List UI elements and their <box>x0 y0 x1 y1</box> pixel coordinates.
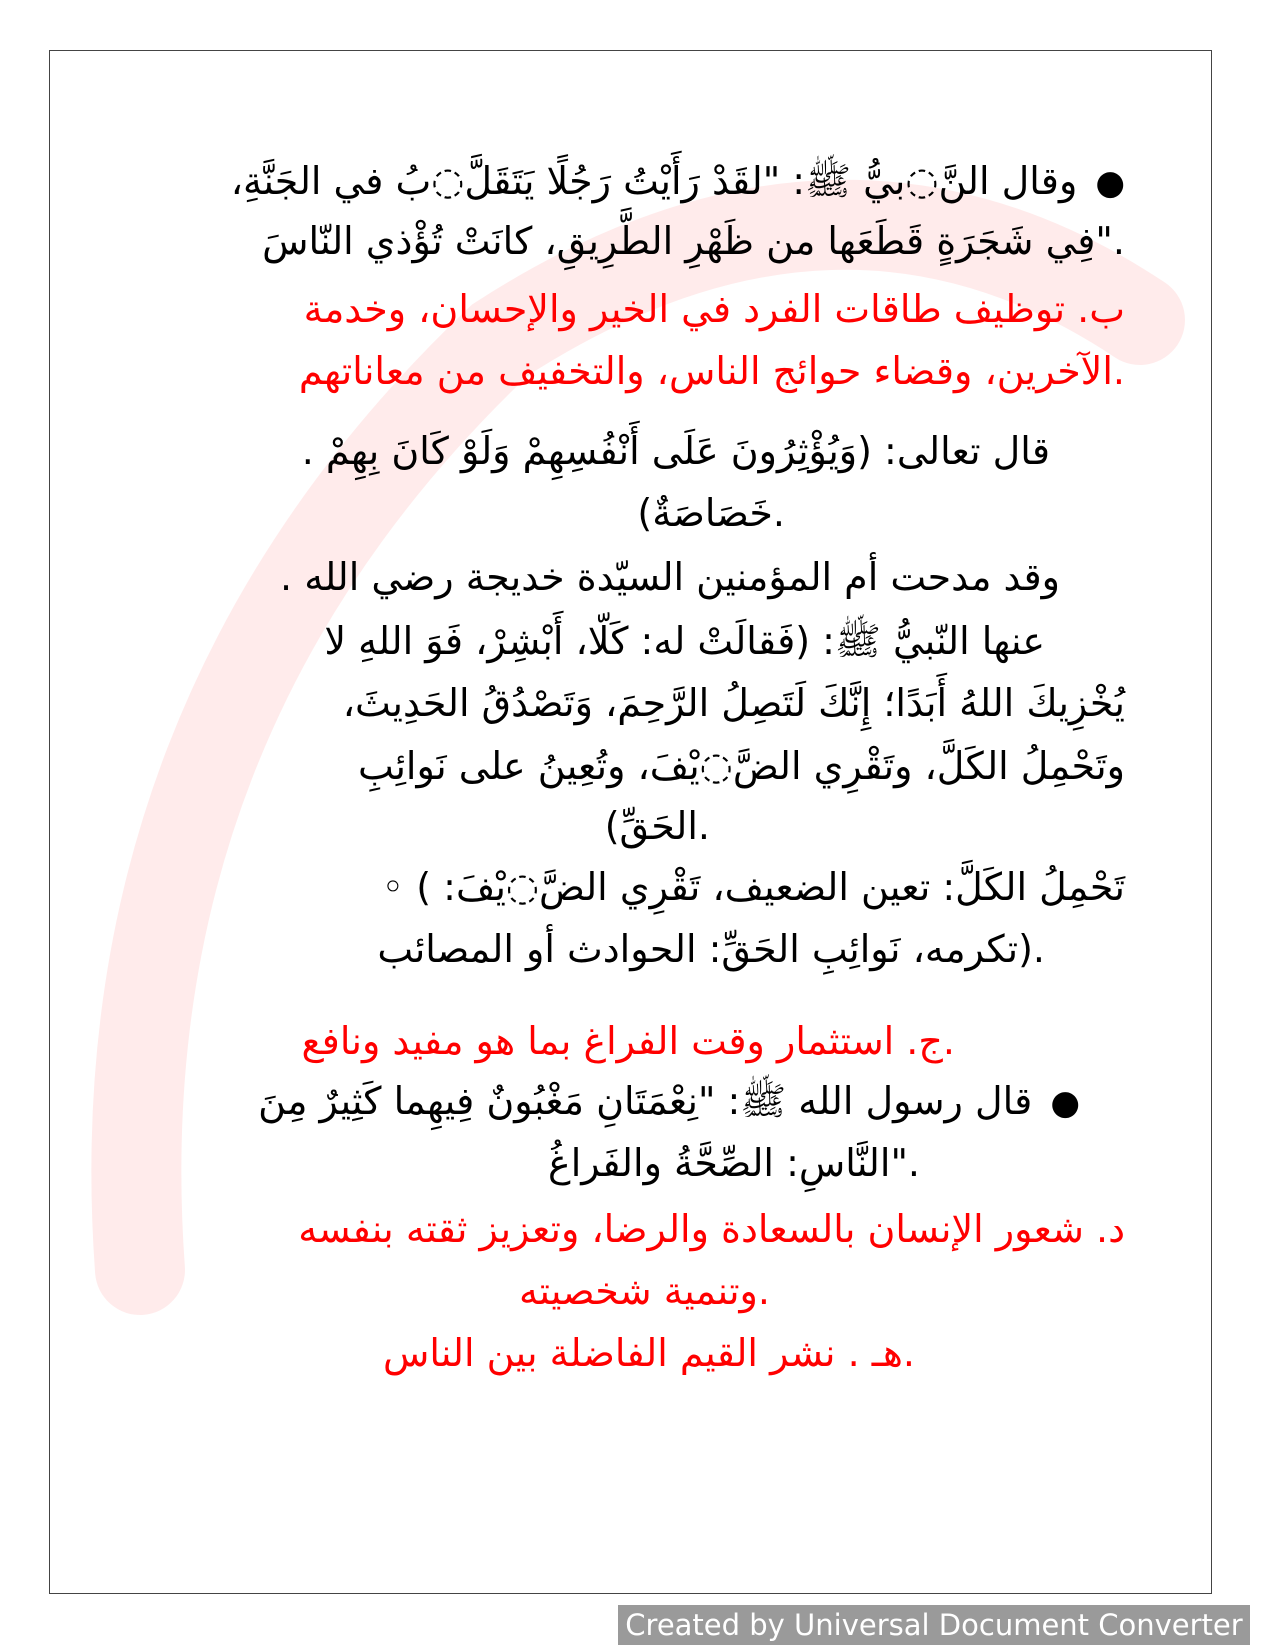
hadith-line-1: ●وقال النَّ◌بيُّ ﷺ: "لقَدْ رَأَيْتُ رَجُلًا يَتَقَلَّ◌بُ في الجَنَّةِ، <box>231 150 1125 215</box>
khadija-line-2: عنها النّبيُّ ﷺ: (فَقالَتْ له: كَلّا، أَبْشِرْ، فَوَ اللهِ لا <box>324 619 1045 663</box>
point-d-line-2: .وتنمية شخصيته <box>519 1269 770 1313</box>
rasul-line-2: ."النَّاسِ: الصِّحَّةُ والفَراغُ <box>548 1141 920 1185</box>
gloss-line-1: تَحْمِلُ الكَلَّ: تعين الضعيف، تَقْرِي الضَّ◌يْفَ: ) ◦ <box>381 865 1125 909</box>
gloss-line-2: .(تكرمه، نَوائِبِ الحَقِّ: الحوادث أو المصائب <box>377 927 1045 971</box>
converter-footer-badge: Created by Universal Document Converter <box>618 1605 1250 1645</box>
point-c-heading: .ج. استثمار وقت الفراغ بما هو مفيد ونافع <box>301 1019 955 1063</box>
rasul-line-1: ●قال رسول الله ﷺ: "نِعْمَتَانِ مَغْبُونٌ فِيهِما كَثِيرٌ مِنَ <box>258 1070 1080 1135</box>
point-d-line-1: د. شعور الإنسان بالسعادة والرضا، وتعزيز ثقته بنفسه <box>298 1207 1125 1251</box>
bullet-marker: ● <box>1095 163 1125 203</box>
khadija-line-4: وتَحْمِلُ الكَلَّ، وتَقْرِي الضَّ◌يْفَ، وتُعِينُ على نَوائِبِ <box>358 744 1125 788</box>
verse-line-2: .خَصَاصَةٌ) <box>637 491 785 535</box>
bullet-marker: ● <box>1050 1083 1080 1123</box>
point-e-line: .هـ . نشر القيم الفاضلة بين الناس <box>382 1331 915 1375</box>
hadith-line-2: ."فِي شَجَرَةٍ قَطَعَها من ظَهْرِ الطَّرِيقِ، كانَتْ تُؤْذي النّاسَ <box>262 219 1125 263</box>
khadija-line-3: يُخْزِيكَ اللهُ أَبَدًا؛ إِنَّكَ لَتَصِلُ الرَّحِمَ، وَتَصْدُقُ الحَدِيثَ، <box>342 681 1125 725</box>
khadija-line-5: .الحَقِّ) <box>604 804 710 848</box>
khadija-line-1: وقد مدحت أم المؤمنين السيّدة خديجة رضي الله . <box>280 555 1060 599</box>
verse-line-1: قال تعالى: (وَيُؤْثِرُونَ عَلَى أَنْفُسِهِمْ وَلَوْ كَانَ بِهِمْ . <box>301 429 1050 473</box>
point-b-line-1: ب. توظيف طاقات الفرد في الخير والإحسان، وخدمة <box>303 287 1125 331</box>
point-b-line-2: .الآخرين، وقضاء حوائج الناس، والتخفيف من معاناتهم <box>298 349 1125 393</box>
